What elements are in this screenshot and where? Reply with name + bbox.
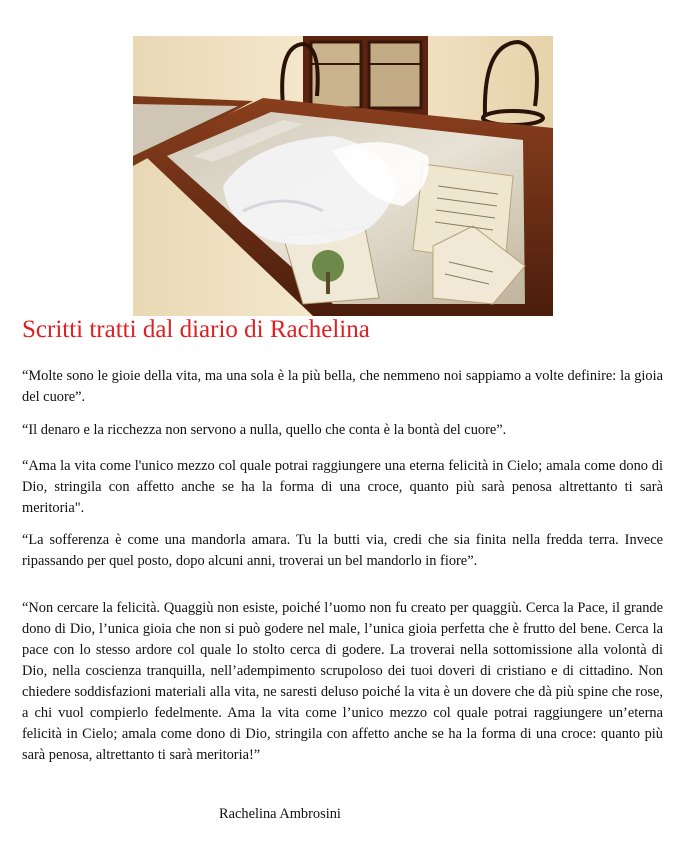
diary-quote: “Il denaro e la ricchezza non servono a nulla, quello che conta è la bontà del cuore”. [22, 422, 507, 438]
signature: Rachelina Ambrosini [219, 806, 341, 822]
diary-quote: “Ama la vita come l'unico mezzo col quale potrai raggiungere una eterna felicità in Cielo; amala come dono di Dio, stringila con affetto anche se ha la forma di una croce, quanto più sarà penosa altrettanto ti sarà meritoria". [22, 458, 663, 516]
page-title: Scritti tratti dal diario di Rachelina [22, 316, 370, 343]
diary-quote: “Molte sono le gioie della vita, ma una sola è la più bella, che nemmeno noi sappiamo a volte definire: la gioia del cuore”. [22, 368, 663, 405]
museum-display-case-photo [133, 36, 553, 316]
diary-quote: “La sofferenza è come una mandorla amara. Tu la butti via, credi che sia finita nella fredda terra. Invece ripassando per quel posto, dopo alcuni anni, troverai un bel mandorlo in fiore”. [22, 532, 663, 569]
diary-quote: “Non cercare la felicità. Quaggiù non esiste, poiché l’uomo non fu creato per quaggiù. Cerca la Pace, il grande dono di Dio, l’unica gioia che non si può godere nel male, l’unica gioia perfetta che è frutto del bene. Cerca la pace con lo stesso ardore col quale lo stolto cerca di godere. La troverai nella sottomissione alla volontà di Dio, nella coscienza tranquilla, nell’adempimento scrupoloso dei tuoi doveri di cristiano e di cittadino. Non chiedere soddisfazioni materiali alla vita, ne saresti deluso poiché la vita è un dovere che dà più spine che rose, a chi vuol compierlo fedelmente. Ama la vita come l’unico mezzo col quale potrai raggiungere un’eterna felicità in Cielo; amala come dono di Dio, stringila con affetto anche se ha la forma di una croce: quanto più sarà penosa, altrettanto ti sarà meritoria!” [22, 600, 663, 763]
